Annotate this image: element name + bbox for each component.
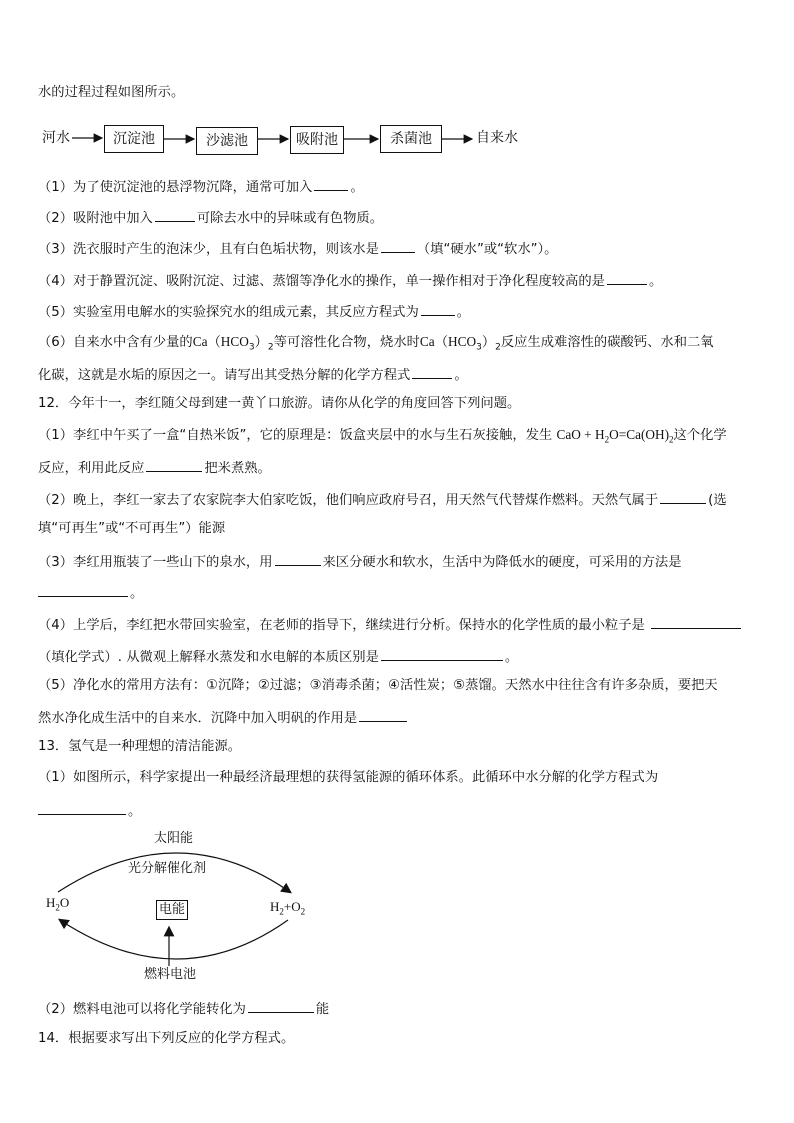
q13-title: 13．氢气是一种理想的清洁能源。 [38,739,242,754]
answer-blank[interactable] [651,614,741,629]
answer-blank[interactable] [38,582,128,597]
answer-blank[interactable] [359,707,407,722]
water-label: $H_2O$ [46,895,70,913]
q12-part4-line1: （4）上学后，李红把水带回实验室，在老师的指导下，继续进行分析。保持水的化学性质的最小粒子是 [38,614,743,635]
flow-end: 自来水 [476,130,518,146]
solar-energy-label: 太阳能 [154,831,194,846]
answer-blank[interactable] [155,207,195,222]
answer-blank[interactable] [146,457,202,472]
q12-part5-line1: （5）净化水的常用方法有：①沉降；②过滤；③消毒杀菌；④活性炭；⑤蒸馏。天然水中往往含有许多杂质，要把天 [38,678,718,693]
fuel-cell-label: 燃料电池 [144,967,197,982]
q11-part3: （3）洗衣服时产生的泡沫少，且有白色垢状物，则该水是 （填“硬水”或“软水”）。 [38,238,557,259]
q12-part2-line2: 填“可再生”或“不可再生”）能源 [38,521,226,536]
answer-blank[interactable] [38,800,126,815]
q13-part1-line2: 。 [38,800,141,821]
intro-text: 水的过程过程如图所示。 [38,85,185,100]
q12-part5-line2: 然水净化成生活中的自来水．沉降中加入明矾的作用是 [38,707,409,728]
answer-blank[interactable] [381,238,415,253]
answer-blank[interactable] [421,301,455,316]
answer-blank[interactable] [660,489,706,504]
q12-part4-line2: （填化学式）. 从微观上解释水蒸发和水电解的本质区别是 。 [38,646,518,667]
q13-part2: （2）燃料电池可以将化学能转化为 能 [38,998,329,1019]
flow-step-sand-filter: 沙滤池 [196,127,258,155]
water-treatment-flow [38,120,758,160]
catalyst-label: 光分解催化剂 [128,861,207,876]
hydrogen-oxygen-label: $H_2+O_2$ [270,899,306,917]
electric-energy-box: 电能 [156,900,188,920]
q12-part3-line1: （3）李红用瓶装了一些山下的泉水，用 来区分硬水和软水，生活中为降低水的硬度，可采用的方法是 [38,551,682,572]
q11-part4: （4）对于静置沉淀、吸附沉淀、过滤、蒸馏等净化水的操作，单一操作相对于净化程度较高的是 。 [38,270,662,291]
q12-part1-line1: （1）李红中午买了一盒“自热米饭”，它的原理是：饭盒夹层中的水与生石灰接触，发生 CaO + $H_2O=Ca(OH)_2$这个化学 [38,427,727,445]
flow-step-sterilization: 杀菌池 [380,125,442,153]
answer-blank[interactable] [607,270,647,285]
q11-part6-line1: （6）自来水中含有少量的$Ca(HCO_3)_2$等可溶性化合物，烧水时$Ca(HCO_3)_2$反应生成难溶性的碳酸钙、水和二氧 [38,334,714,353]
answer-blank[interactable] [412,364,452,379]
answer-blank[interactable] [275,551,321,566]
q12-title: 12．今年十一，李红随父母到建一黄丫口旅游。请你从化学的角度回答下列问题。 [38,396,521,411]
flow-step-adsorption: 吸附池 [290,126,344,154]
q11-part6-line2: 化碳，这就是水垢的原因之一。请写出其受热分解的化学方程式 。 [38,364,468,385]
flow-step-sedimentation: 沉淀池 [104,125,164,153]
answer-blank[interactable] [381,646,503,661]
answer-blank[interactable] [314,176,348,191]
flow-start: 河水 [42,130,70,146]
q11-part1: （1）为了使沉淀池的悬浮物沉降，通常可加入 。 [38,176,364,197]
q13-part1-line1: （1）如图所示，科学家提出一种最经济最理想的获得氢能源的循环体系。此循环中水分解的化学方程式为 [38,770,659,785]
q11-part2: （2）吸附池中加入 可除去水中的异味或有色物质。 [38,207,383,228]
q14-title: 14．根据要求写出下列反应的化学方程式。 [38,1031,295,1046]
bottom-arc-arrow [60,920,288,959]
q12-part1-line2: 反应，利用此反应 把米煮熟。 [38,457,271,478]
hydrogen-cycle-diagram [38,828,338,988]
q12-part3-line2: 。 [38,582,143,603]
answer-blank[interactable] [248,998,314,1013]
q11-part5: （5）实验室用电解水的实验探究水的组成元素，其反应方程式为 。 [38,301,470,322]
q12-part2-line1: （2）晚上，李红一家去了农家院李大伯家吃饭，他们响应政府号召，用天然气代替煤作燃料。天然气属于 (选 [38,489,727,510]
